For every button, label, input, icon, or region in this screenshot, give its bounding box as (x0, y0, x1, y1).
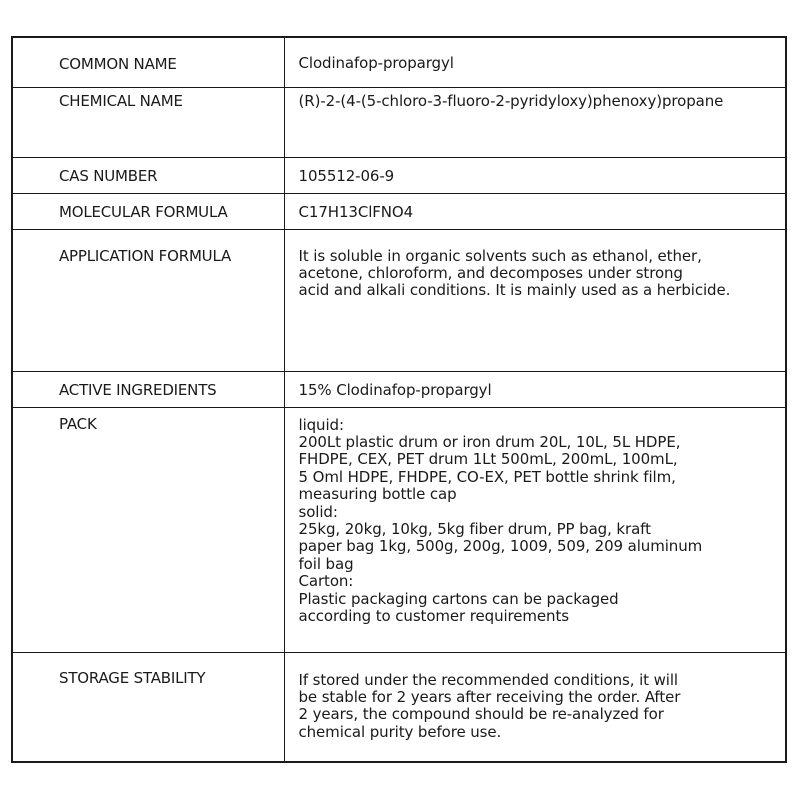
table-row (12, 229, 786, 371)
row-value-pack: liquid: 200Lt plastic drum or iron drum 20L, 10L, 5L HDPE, FHDPE, CEX, PET drum 1Lt 500mL, 200mL, 100mL, 5 Oml HDPE, FHDPE, CO-EX, PET bottle shrink film, measuring bottle cap solid: 25kg, 20kg, 10kg, 5kg fiber drum, PP bag, kraft paper bag 1kg, 500g, 200g, 1009, 509, 209 aluminum foil bag Carton: Plastic packaging cartons can be packaged according to customer requirements (284, 407, 786, 652)
table-row (12, 371, 786, 407)
table-row (12, 87, 786, 157)
row-value-active-ingredients: 15% Clodinafop-propargyl (284, 371, 786, 407)
table-row (12, 157, 786, 193)
table-row (12, 652, 786, 762)
row-value-common-name: Clodinafop-propargyl (284, 37, 786, 87)
row-value-storage-stability: If stored under the recommended conditions, it will be stable for 2 years after receiving the order. After 2 years, the compound should be re-analyzed for chemical purity before use. (284, 652, 786, 762)
row-label-common-name: COMMON NAME (12, 37, 284, 87)
row-value-molecular-formula: C17H13ClFNO4 (284, 193, 786, 229)
table-row (12, 407, 786, 652)
row-value-application-formula: It is soluble in organic solvents such as ethanol, ether, acetone, chloroform, and decomposes under strong acid and alkali conditions. It is mainly used as a herbicide. (284, 229, 786, 371)
row-label-application-formula: APPLICATION FORMULA (12, 229, 284, 371)
row-label-active-ingredients: ACTIVE INGREDIENTS (12, 371, 284, 407)
row-value-cas-number: 105512-06-9 (284, 157, 786, 193)
product-spec-table (11, 36, 787, 763)
row-label-pack: PACK (12, 407, 284, 652)
row-label-cas-number: CAS NUMBER (12, 157, 284, 193)
row-label-storage-stability: STORAGE STABILITY (12, 652, 284, 762)
table-row (12, 193, 786, 229)
row-label-chemical-name: CHEMICAL NAME (12, 87, 284, 157)
row-label-molecular-formula: MOLECULAR FORMULA (12, 193, 284, 229)
table-row (12, 37, 786, 87)
row-value-chemical-name: (R)-2-(4-(5-chloro-3-fluoro-2-pyridyloxy)phenoxy)propane (284, 87, 786, 157)
